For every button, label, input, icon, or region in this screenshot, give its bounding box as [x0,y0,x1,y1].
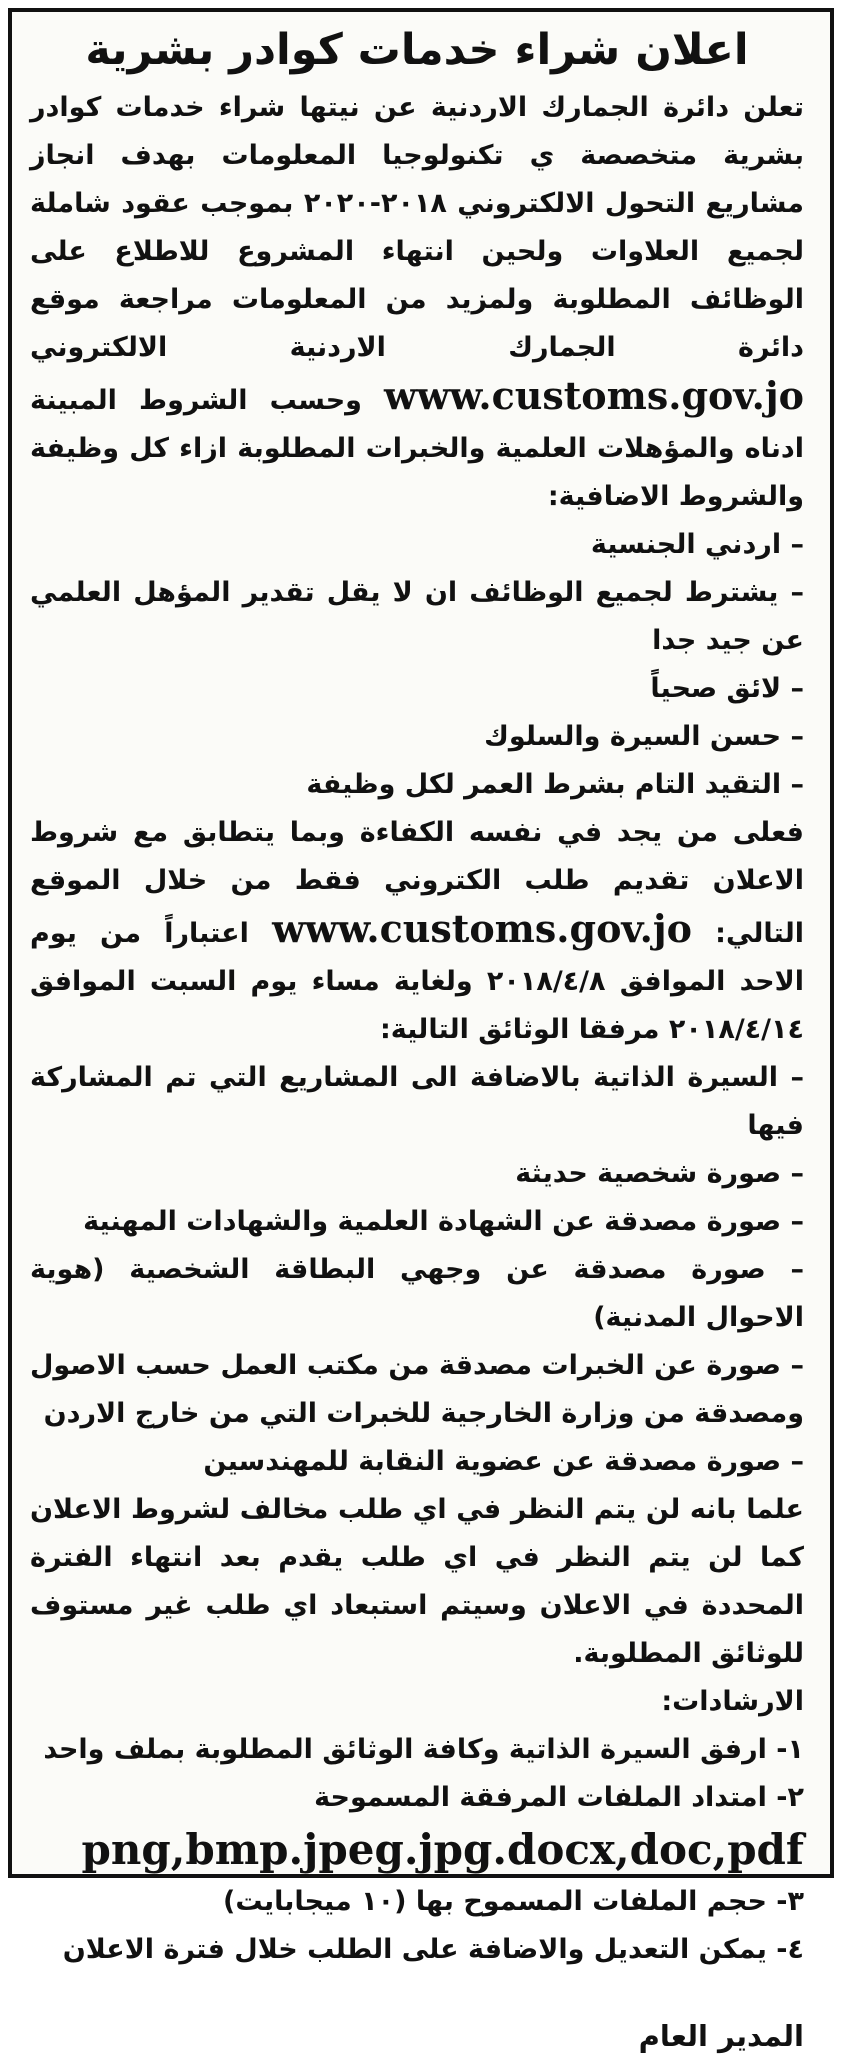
intro-text: تعلن دائرة الجمارك الاردنية عن نيتها شراء خدمات كوادر بشرية متخصصة ي تكنولوجيا المعلومات بهدف انجاز مشاريع التحول الالكتروني ٢٠١٨-٢٠٢٠ بموجب عقود شاملة لجميع العلاوات ولحين انتهاء المشروع للاطلاع على الوظائف المطلوبة ولمزيد من المعلومات مراجعة موقع دائرة الجمارك الاردنية الالكتروني [30,92,805,363]
intro-paragraph [30,84,804,521]
condition-item: – اردني الجنسية [590,529,804,560]
instruction-item: ٢- امتداد الملفات المرفقة المسموحة [314,1782,804,1813]
apply-text: فعلى من يجد في نفسه الكفاءة وبما يتطابق مع شروط الاعلان تقديم طلب الكتروني فقط من خلال الموقع التالي: [30,817,804,949]
document-item: – صورة مصدقة عن الشهادة العلمية والشهادات المهنية [83,1206,804,1237]
document-item: – صورة مصدقة عن وجهي البطاقة الشخصية (هوية الاحوال المدنية) [30,1254,804,1333]
condition-item: – لائق صحياً [650,673,804,704]
instructions-heading: الارشادات: [661,1686,804,1717]
note-paragraph: علما بانه لن يتم النظر في اي طلب مخالف لشروط الاعلان كما لن يتم النظر في اي طلب يقدم بعد انتهاء الفترة المحددة في الاعلان وسيتم استبعاد اي طلب غير مستوف للوثائق المطلوبة. [30,1494,804,1669]
apply-website-url: www.customs.gov.jo [272,906,692,951]
condition-item: – يشترط لجميع الوظائف ان لا يقل تقدير المؤهل العلمي عن جيد جدا [30,577,804,656]
announcement-frame [8,8,834,2053]
instruction-item: ٣- حجم الملفات المسموح بها (١٠ ميجابايت) [223,1886,804,1917]
announcement-title: اعلان شراء خدمات كوادر بشرية [85,25,749,75]
document-item: – صورة عن الخبرات مصدقة من مكتب العمل حسب الاصول ومصدقة من وزارة الخارجية للخبرات التي من خارج الاردن [30,1350,804,1429]
apply-text-continued: اعتباراً من يوم الاحد الموافق ٢٠١٨/٤/٨ ولغاية مساء يوم السبت الموافق ٢٠١٨/٤/١٤ مرفقا الوثائق التالية: [30,918,804,1045]
customs-website-url: www.customs.gov.jo [384,373,804,418]
condition-item: – التقيد التام بشرط العمر لكل وظيفة [306,769,804,800]
announcement-body [12,12,830,2060]
instruction-item: ٤- يمكن التعديل والاضافة على الطلب خلال فترة الاعلان [62,1934,804,1965]
signature: المدير العام [638,2019,804,2053]
intro-text-continued: وحسب الشروط المبينة ادناه والمؤهلات العلمية والخبرات المطلوبة ازاء كل وظيفة والشروط الاضافية: [30,385,804,512]
apply-paragraph [30,809,804,1054]
allowed-file-extensions: png,bmp.jpeg.jpg.docx,doc,pdf [81,1825,804,1874]
condition-item: – حسن السيرة والسلوك [484,721,804,752]
document-item: – السيرة الذاتية بالاضافة الى المشاريع التي تم المشاركة فيها [30,1062,804,1141]
instruction-item: ١- ارفق السيرة الذاتية وكافة الوثائق المطلوبة بملف واحد [43,1734,804,1765]
document-item: – صورة شخصية حديثة [515,1158,804,1189]
document-item: – صورة مصدقة عن عضوية النقابة للمهندسين [203,1446,804,1477]
